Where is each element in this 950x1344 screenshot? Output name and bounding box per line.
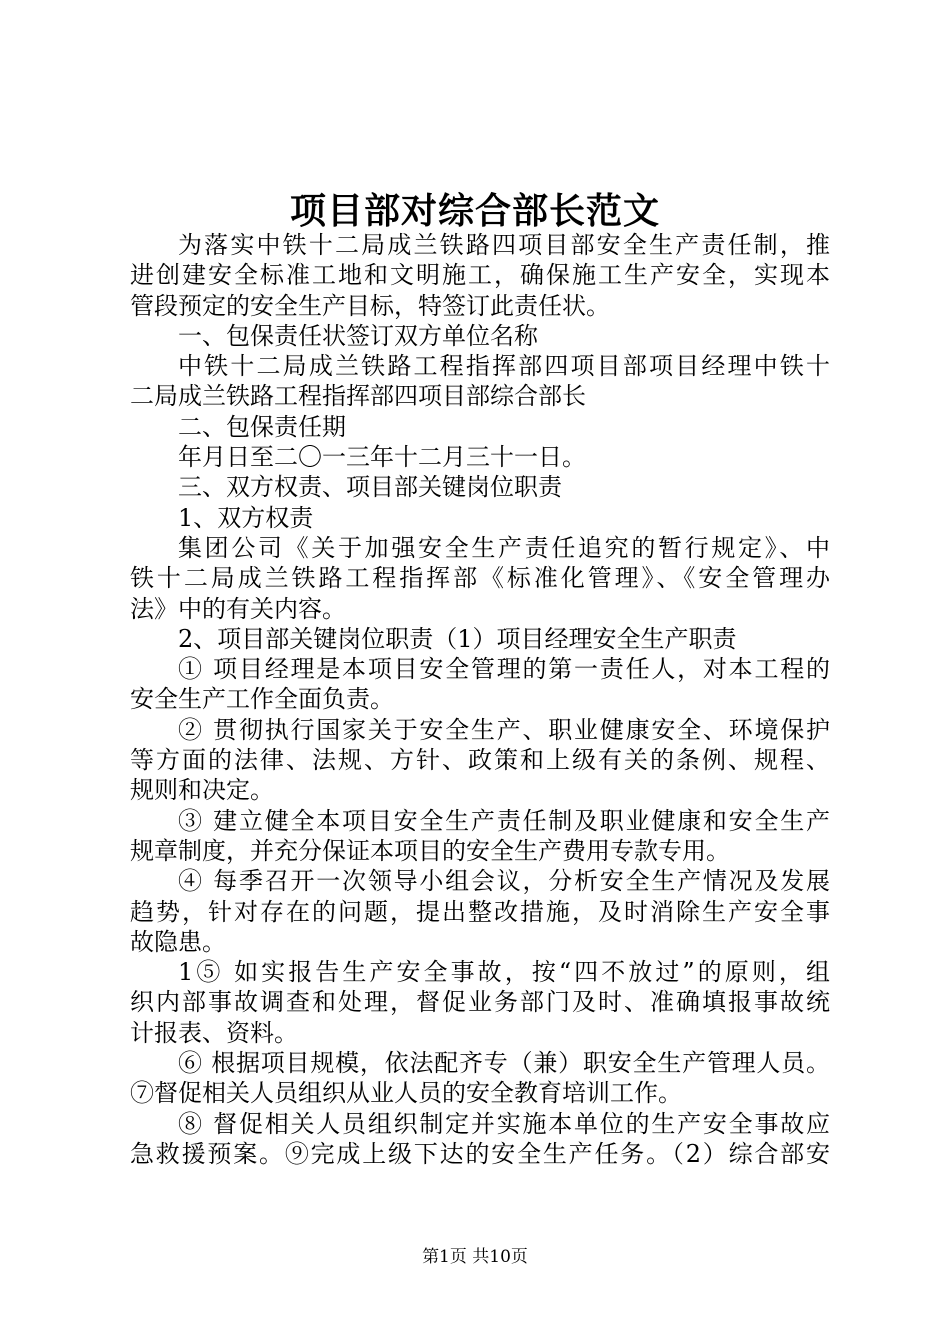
text-line: ④ 每季召开一次领导小组会议，分析安全生产情况及发展 bbox=[178, 867, 830, 896]
text-line: 二、包保责任期 bbox=[178, 412, 346, 441]
text-line: 安全生产工作全面负责。 bbox=[130, 685, 394, 714]
text-line: 法》中的有关内容。 bbox=[130, 594, 346, 623]
text-line: ③ 建立健全本项目安全生产责任制及职业健康和安全生产 bbox=[178, 806, 830, 835]
text-line: 管段预定的安全生产目标，特签订此责任状。 bbox=[130, 291, 610, 320]
text-line: 三、双方权责、项目部关键岗位职责 bbox=[178, 473, 562, 502]
text-line: 趋势，针对存在的问题，提出整改措施，及时消除生产安全事 bbox=[130, 897, 830, 926]
text-line: 进创建安全标准工地和文明施工，确保施工生产安全，实现本 bbox=[130, 261, 830, 290]
text-line: 二局成兰铁路工程指挥部四项目部综合部长 bbox=[130, 382, 586, 411]
text-line: 集团公司《关于加强安全生产责任追究的暂行规定》、中 bbox=[178, 533, 830, 562]
document-body bbox=[130, 230, 830, 1169]
text-line: 年月日至二〇一三年十二月三十一日。 bbox=[178, 443, 586, 472]
text-line: 等方面的法律、法规、方针、政策和上级有关的条例、规程、 bbox=[130, 746, 830, 775]
text-line: 故隐患。 bbox=[130, 927, 226, 956]
text-line: ① 项目经理是本项目安全管理的第一责任人，对本工程的 bbox=[178, 655, 830, 684]
text-line: ⑥ 根据项目规模，依法配齐专（兼）职安全生产管理人员。 bbox=[178, 1049, 830, 1078]
page-title: 项目部对综合部长范文 bbox=[289, 190, 660, 232]
page-footer: 第1页 共10页 bbox=[422, 1247, 528, 1267]
text-line: ⑧ 督促相关人员组织制定并实施本单位的生产安全事故应 bbox=[178, 1109, 830, 1138]
text-line: ⑦督促相关人员组织从业人员的安全教育培训工作。 bbox=[130, 1079, 682, 1108]
text-line: 为落实中铁十二局成兰铁路四项目部安全生产责任制，推 bbox=[178, 231, 830, 259]
text-line: 规则和决定。 bbox=[130, 776, 274, 805]
text-line: 铁十二局成兰铁路工程指挥部《标准化管理》、《安全管理办 bbox=[130, 564, 830, 593]
text-line: 计报表、资料。 bbox=[130, 1018, 298, 1047]
text-line: ② 贯彻执行国家关于安全生产、职业健康安全、环境保护 bbox=[178, 715, 830, 744]
text-line: 1、双方权责 bbox=[178, 503, 314, 532]
text-line: 中铁十二局成兰铁路工程指挥部四项目部项目经理中铁十 bbox=[178, 352, 830, 381]
text-line: 急救援预案。⑨完成上级下达的安全生产任务。（2）综合部安 bbox=[130, 1139, 830, 1168]
text-line: 织内部事故调查和处理，督促业务部门及时、准确填报事故统 bbox=[130, 988, 830, 1017]
text-line: 一、包保责任状签订双方单位名称 bbox=[178, 321, 538, 350]
text-line: 2、项目部关键岗位职责（1）项目经理安全生产职责 bbox=[178, 624, 737, 653]
text-line: 规章制度，并充分保证本项目的安全生产费用专款专用。 bbox=[130, 836, 730, 865]
text-line: 1⑤ 如实报告生产安全事故，按“四不放过”的原则，组 bbox=[178, 958, 830, 987]
